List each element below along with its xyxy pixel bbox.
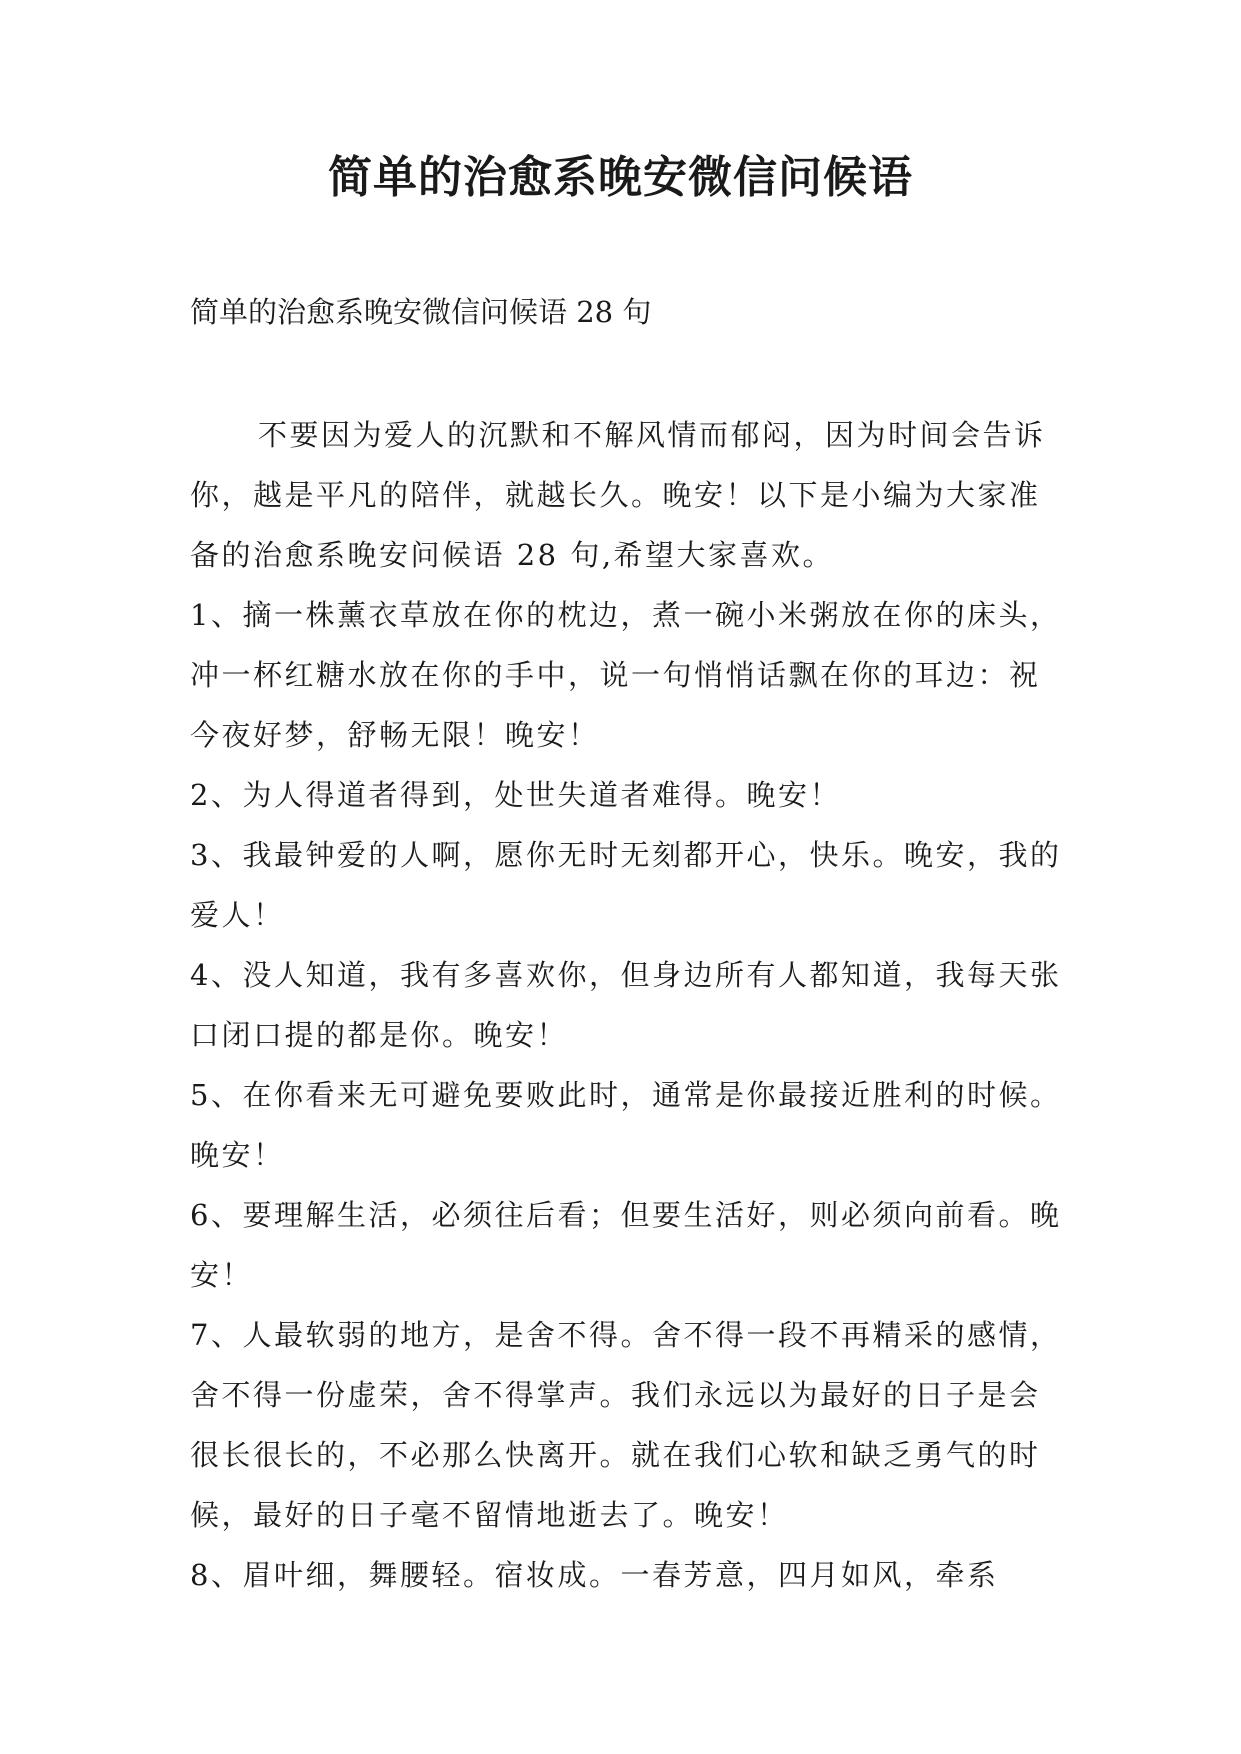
document-body <box>190 405 1070 1605</box>
greeting-item-7: 7、人最软弱的地方，是舍不得。舍不得一段不再精采的感情，舍不得一份虚荣，舍不得掌声。我们永远以为最好的日子是会很长很长的，不必那么快离开。就在我们心软和缺乏勇气的时候，最好的日子毫不留情地逝去了。晚安！ <box>190 1318 1062 1532</box>
document-title: 简单的治愈系晚安微信问候语 <box>328 152 913 203</box>
greeting-item-2: 2、为人得道者得到，处世失道者难得。晚安！ <box>190 778 841 812</box>
greeting-item-3: 3、我最钟爱的人啊，愿你无时无刻都开心，快乐。晚安，我的爱人！ <box>190 838 1062 932</box>
greeting-item-1: 1、摘一株薰衣草放在你的枕边，煮一碗小米粥放在你的床头，冲一杯红糖水放在你的手中，说一句悄悄话飘在你的耳边：祝今夜好梦，舒畅无限！晚安！ <box>190 598 1062 752</box>
document-subtitle: 简单的治愈系晚安微信问候语 28 句 <box>190 295 652 329</box>
greeting-item-5: 5、在你看来无可避免要败此时，通常是你最接近胜利的时候。晚安！ <box>190 1078 1062 1172</box>
greeting-item-8: 8、眉叶细，舞腰轻。宿妆成。一春芳意，四月如风，牵系 <box>190 1558 999 1592</box>
greeting-item-4: 4、没人知道，我有多喜欢你，但身边所有人都知道，我每天张口闭口提的都是你。晚安！ <box>190 958 1062 1052</box>
greeting-item-6: 6、要理解生活，必须往后看；但要生活好，则必须向前看。晚安！ <box>190 1198 1062 1292</box>
intro-paragraph: 不要因为爱人的沉默和不解风情而郁闷，因为时间会告诉你，越是平凡的陪伴，就越长久。晚安！以下是小编为大家准备的治愈系晚安问候语 28 句,希望大家喜欢。 <box>190 418 1046 572</box>
